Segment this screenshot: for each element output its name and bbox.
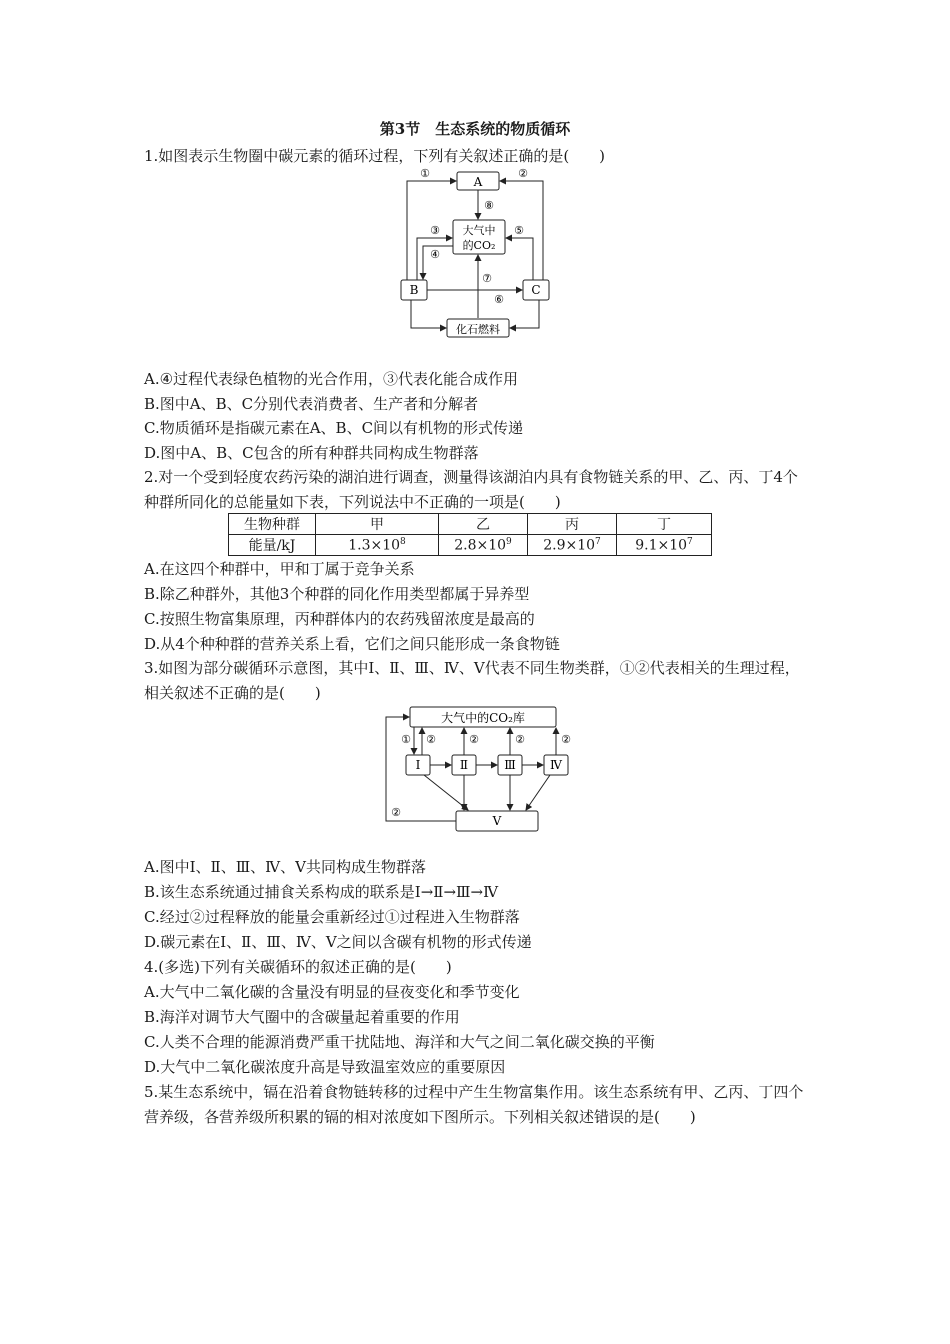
value-exponent: 8 <box>400 536 406 547</box>
q3-label-2: ② <box>391 806 401 819</box>
q1-option-b: B.图中A、B、C分别代表消费者、生产者和分解者 <box>144 395 479 413</box>
q3-option-b: B.该生态系统通过捕食关系构成的联系是Ⅰ→Ⅱ→Ⅲ→Ⅳ <box>144 883 499 901</box>
q2-option-c: C.按照生物富集原理，丙种群体内的农药残留浓度是最高的 <box>144 610 535 628</box>
label-5: ⑤ <box>514 224 524 237</box>
node-b-label: B <box>409 283 419 297</box>
value-exponent: 7 <box>687 536 693 547</box>
table-row <box>229 535 712 556</box>
q1-carbon-cycle-diagram <box>395 166 555 342</box>
value-mantissa: 2.9×10 <box>543 537 596 554</box>
q3-label-2: ② <box>469 733 479 746</box>
table-header-cell: 丁 <box>617 514 712 535</box>
label-8: ⑧ <box>484 199 494 212</box>
table-cell <box>617 535 712 556</box>
q2-energy-table <box>228 513 712 556</box>
q3-label-2: ② <box>561 733 571 746</box>
node-co2-label-2: 的CO₂ <box>462 239 496 252</box>
q1-option-d: D.图中A、B、C包含的所有种群共同构成生物群落 <box>144 444 479 462</box>
label-3: ③ <box>430 224 440 237</box>
q3-option-c: C.经过②过程释放的能量会重新经过①过程进入生物群落 <box>144 908 520 926</box>
q2-stem: 2.对一个受到轻度农药污染的湖泊进行调查，测量得该湖泊内具有食物链关系的甲、乙、丙、丁4个种群所同化的总能量如下表，下列说法中不正确的一项是( ) <box>144 468 798 511</box>
q3-option-d: D.碳元素在Ⅰ、Ⅱ、Ⅲ、Ⅳ、Ⅴ之间以含碳有机物的形式传递 <box>144 933 532 951</box>
q5-stem: 5.某生态系统中，镉在沿着食物链转移的过程中产生生物富集作用。该生态系统有甲、乙丙、丁四个营养级，各营养级所积累的镉的相对浓度如下图所示。下列相关叙述错误的是( ) <box>144 1083 804 1126</box>
node-c-label: C <box>531 283 541 297</box>
q3-option-a: A.图中Ⅰ、Ⅱ、Ⅲ、Ⅳ、Ⅴ共同构成生物群落 <box>144 858 427 876</box>
q4-option-d: D.大气中二氧化碳浓度升高是导致温室效应的重要原因 <box>144 1058 506 1076</box>
label-7: ⑦ <box>482 272 492 285</box>
q1-option-a: A.④过程代表绿色植物的光合作用，③代表化能合成作用 <box>144 370 519 388</box>
q3-label-1: ① <box>401 733 411 746</box>
q4-stem: 4.(多选)下列有关碳循环的叙述正确的是( ) <box>144 958 452 976</box>
q2-option-d: D.从4个种种群的营养关系上看，它们之间只能形成一条食物链 <box>144 635 560 653</box>
table-header-row <box>229 514 712 535</box>
node-i-label: Ⅰ <box>415 758 421 772</box>
q3-label-2: ② <box>426 733 436 746</box>
label-4: ④ <box>430 248 440 261</box>
value-mantissa: 2.8×10 <box>454 537 507 554</box>
node-fuel-label: 化石燃料 <box>456 323 500 336</box>
q3-label-2: ② <box>515 733 525 746</box>
node-v-label: Ⅴ <box>492 814 502 828</box>
node-co2-label-1: 大气中 <box>462 224 496 237</box>
q4-option-a: A.大气中二氧化碳的含量没有明显的昼夜变化和季节变化 <box>144 983 520 1001</box>
q4-option-c: C.人类不合理的能源消费严重干扰陆地、海洋和大气之间二氧化碳交换的平衡 <box>144 1033 655 1051</box>
label-6: ⑥ <box>494 293 504 306</box>
q2-option-b: B.除乙种群外，其他3个种群的同化作用类型都属于异养型 <box>144 585 530 603</box>
label-1: ① <box>420 167 430 180</box>
table-cell <box>528 535 617 556</box>
table-header-cell: 丙 <box>528 514 617 535</box>
co2-pool-label: 大气中的CO₂库 <box>441 711 525 725</box>
node-ii-label: Ⅱ <box>459 758 469 772</box>
table-header-cell: 甲 <box>316 514 439 535</box>
value-exponent: 9 <box>506 536 512 547</box>
q4-option-b: B.海洋对调节大气圈中的含碳量起着重要的作用 <box>144 1008 460 1026</box>
q2-option-a: A.在这四个种群中，甲和丁属于竞争关系 <box>144 560 415 578</box>
table-header-cell: 乙 <box>439 514 528 535</box>
table-cell <box>439 535 528 556</box>
q1-option-c: C.物质循环是指碳元素在A、B、C间以有机物的形式传递 <box>144 419 524 437</box>
q3-carbon-cycle-diagram <box>380 703 580 835</box>
q1-stem: 1.如图表示生物圈中碳元素的循环过程，下列有关叙述正确的是( ) <box>144 147 606 165</box>
value-mantissa: 1.3×10 <box>348 537 401 554</box>
table-row-label: 能量/kJ <box>229 535 316 556</box>
q3-stem: 3.如图为部分碳循环示意图，其中Ⅰ、Ⅱ、Ⅲ、Ⅳ、Ⅴ代表不同生物类群，①②代表相关的生理过程，相关叙述不正确的是( ) <box>144 659 800 702</box>
table-cell <box>316 535 439 556</box>
page-title: 第3节 生态系统的物质循环 <box>379 120 571 138</box>
node-a-label: A <box>473 175 483 189</box>
node-iii-label: Ⅲ <box>504 758 516 772</box>
table-header-cell: 生物种群 <box>229 514 316 535</box>
value-mantissa: 9.1×10 <box>635 537 688 554</box>
value-exponent: 7 <box>595 536 601 547</box>
node-iv-label: Ⅳ <box>550 758 562 772</box>
label-2: ② <box>518 167 528 180</box>
